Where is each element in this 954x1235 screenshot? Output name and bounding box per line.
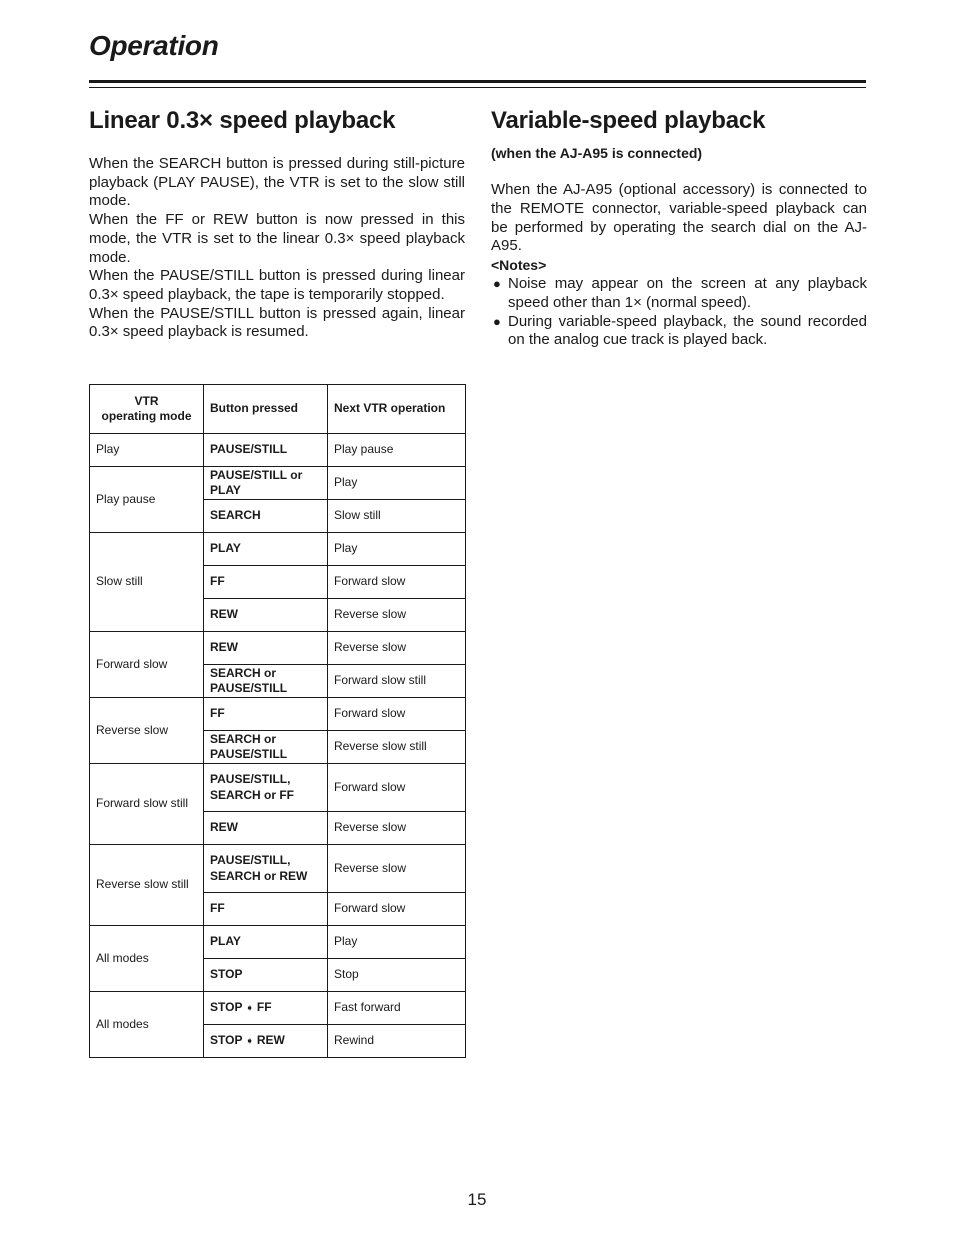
next-cell: Play pause — [328, 434, 466, 467]
variable-speed-section — [491, 104, 867, 350]
button-cell: SEARCH or PAUSE/STILL — [204, 731, 328, 764]
page-number: 15 — [467, 1190, 487, 1209]
table-row — [90, 992, 466, 1025]
variable-speed-intro: When the AJ-A95 (optional accessory) is connected to the REMOTE connector, variable-speed playback can be performed by operating the search dial on the AJ-A95. — [491, 181, 867, 255]
button-cell: PLAY — [204, 926, 328, 959]
button-cell: PAUSE/STILL, SEARCH or REW — [204, 845, 328, 893]
linear-speed-body — [89, 155, 465, 342]
button-cell: STOP ➧ FF — [204, 992, 328, 1025]
next-cell: Fast forward — [328, 992, 466, 1025]
next-cell: Play — [328, 467, 466, 500]
next-cell: Rewind — [328, 1025, 466, 1058]
note-text: Noise may appear on the screen at any playback speed other than 1× (normal speed). — [508, 274, 867, 311]
next-cell: Reverse slow — [328, 812, 466, 845]
notes-heading: <Notes> — [491, 257, 547, 274]
header-operating-mode: VTR operating mode — [90, 385, 204, 434]
table-row — [90, 926, 466, 959]
mode-cell: Forward slow still — [90, 764, 204, 845]
table-row — [90, 467, 466, 500]
button-cell: FF — [204, 893, 328, 926]
arrow-right-icon: ➧ — [245, 1035, 254, 1047]
bullet-icon: ● — [493, 275, 501, 291]
paragraph: When the PAUSE/STILL button is pressed again, linear 0.3× speed playback is resumed. — [89, 304, 465, 341]
next-cell: Forward slow still — [328, 665, 466, 698]
next-cell: Play — [328, 533, 466, 566]
header-rule-thick — [89, 80, 866, 83]
paragraph: When the SEARCH button is pressed during still-picture playback (PLAY PAUSE), the VTR is set to the slow still mode. — [89, 155, 465, 210]
mode-cell: Slow still — [90, 533, 204, 632]
next-cell: Reverse slow still — [328, 731, 466, 764]
button-cell: REW — [204, 812, 328, 845]
linear-speed-heading: Linear 0.3× speed playback — [89, 107, 396, 134]
paragraph: When the FF or REW button is now pressed in this mode, the VTR is set to the linear 0.3× speed playback mode. — [89, 211, 465, 266]
header-rule-thin — [89, 87, 866, 88]
mode-cell: Forward slow — [90, 632, 204, 698]
arrow-right-icon: ➧ — [245, 1002, 254, 1014]
bullet-icon: ● — [493, 313, 501, 329]
button-cell: STOP ➧ REW — [204, 1025, 328, 1058]
button-cell: PAUSE/STILL, SEARCH or FF — [204, 764, 328, 812]
mode-cell: All modes — [90, 992, 204, 1058]
page-title: Operation — [89, 30, 219, 61]
button-cell: PAUSE/STILL or PLAY — [204, 467, 328, 500]
next-cell: Forward slow — [328, 566, 466, 599]
linear-speed-section — [89, 104, 465, 342]
paragraph: When the PAUSE/STILL button is pressed during linear 0.3× speed playback, the tape is temporarily stopped. — [89, 267, 465, 303]
variable-speed-subheading: (when the AJ-A95 is connected) — [491, 145, 703, 161]
button-cell: SEARCH — [204, 500, 328, 533]
table-row — [90, 632, 466, 665]
next-cell: Reverse slow — [328, 599, 466, 632]
note-text: During variable-speed playback, the sound recorded on the analog cue track is played back. — [508, 312, 867, 349]
button-cell: PLAY — [204, 533, 328, 566]
table-row — [90, 764, 466, 812]
table-row — [90, 434, 466, 467]
button-cell: PAUSE/STILL — [204, 434, 328, 467]
header-button-pressed: Button pressed — [204, 385, 328, 434]
table-row — [90, 533, 466, 566]
mode-cell: Reverse slow still — [90, 845, 204, 926]
button-cell: FF — [204, 698, 328, 731]
next-cell: Slow still — [328, 500, 466, 533]
button-cell: FF — [204, 566, 328, 599]
next-cell: Stop — [328, 959, 466, 992]
next-cell: Forward slow — [328, 698, 466, 731]
mode-cell: Play — [90, 434, 204, 467]
button-cell: REW — [204, 599, 328, 632]
vtr-operation-table — [89, 384, 466, 1058]
mode-cell: All modes — [90, 926, 204, 992]
button-cell: STOP — [204, 959, 328, 992]
note-item — [491, 313, 867, 351]
button-cell: REW — [204, 632, 328, 665]
next-cell: Reverse slow — [328, 632, 466, 665]
header-next-operation: Next VTR operation — [328, 385, 466, 434]
table-row — [90, 698, 466, 731]
next-cell: Forward slow — [328, 764, 466, 812]
mode-cell: Play pause — [90, 467, 204, 533]
note-item — [491, 275, 867, 313]
next-cell: Forward slow — [328, 893, 466, 926]
button-cell: SEARCH or PAUSE/STILL — [204, 665, 328, 698]
next-cell: Play — [328, 926, 466, 959]
table-row — [90, 845, 466, 893]
next-cell: Reverse slow — [328, 845, 466, 893]
variable-speed-heading: Variable-speed playback — [491, 107, 766, 134]
mode-cell: Reverse slow — [90, 698, 204, 764]
